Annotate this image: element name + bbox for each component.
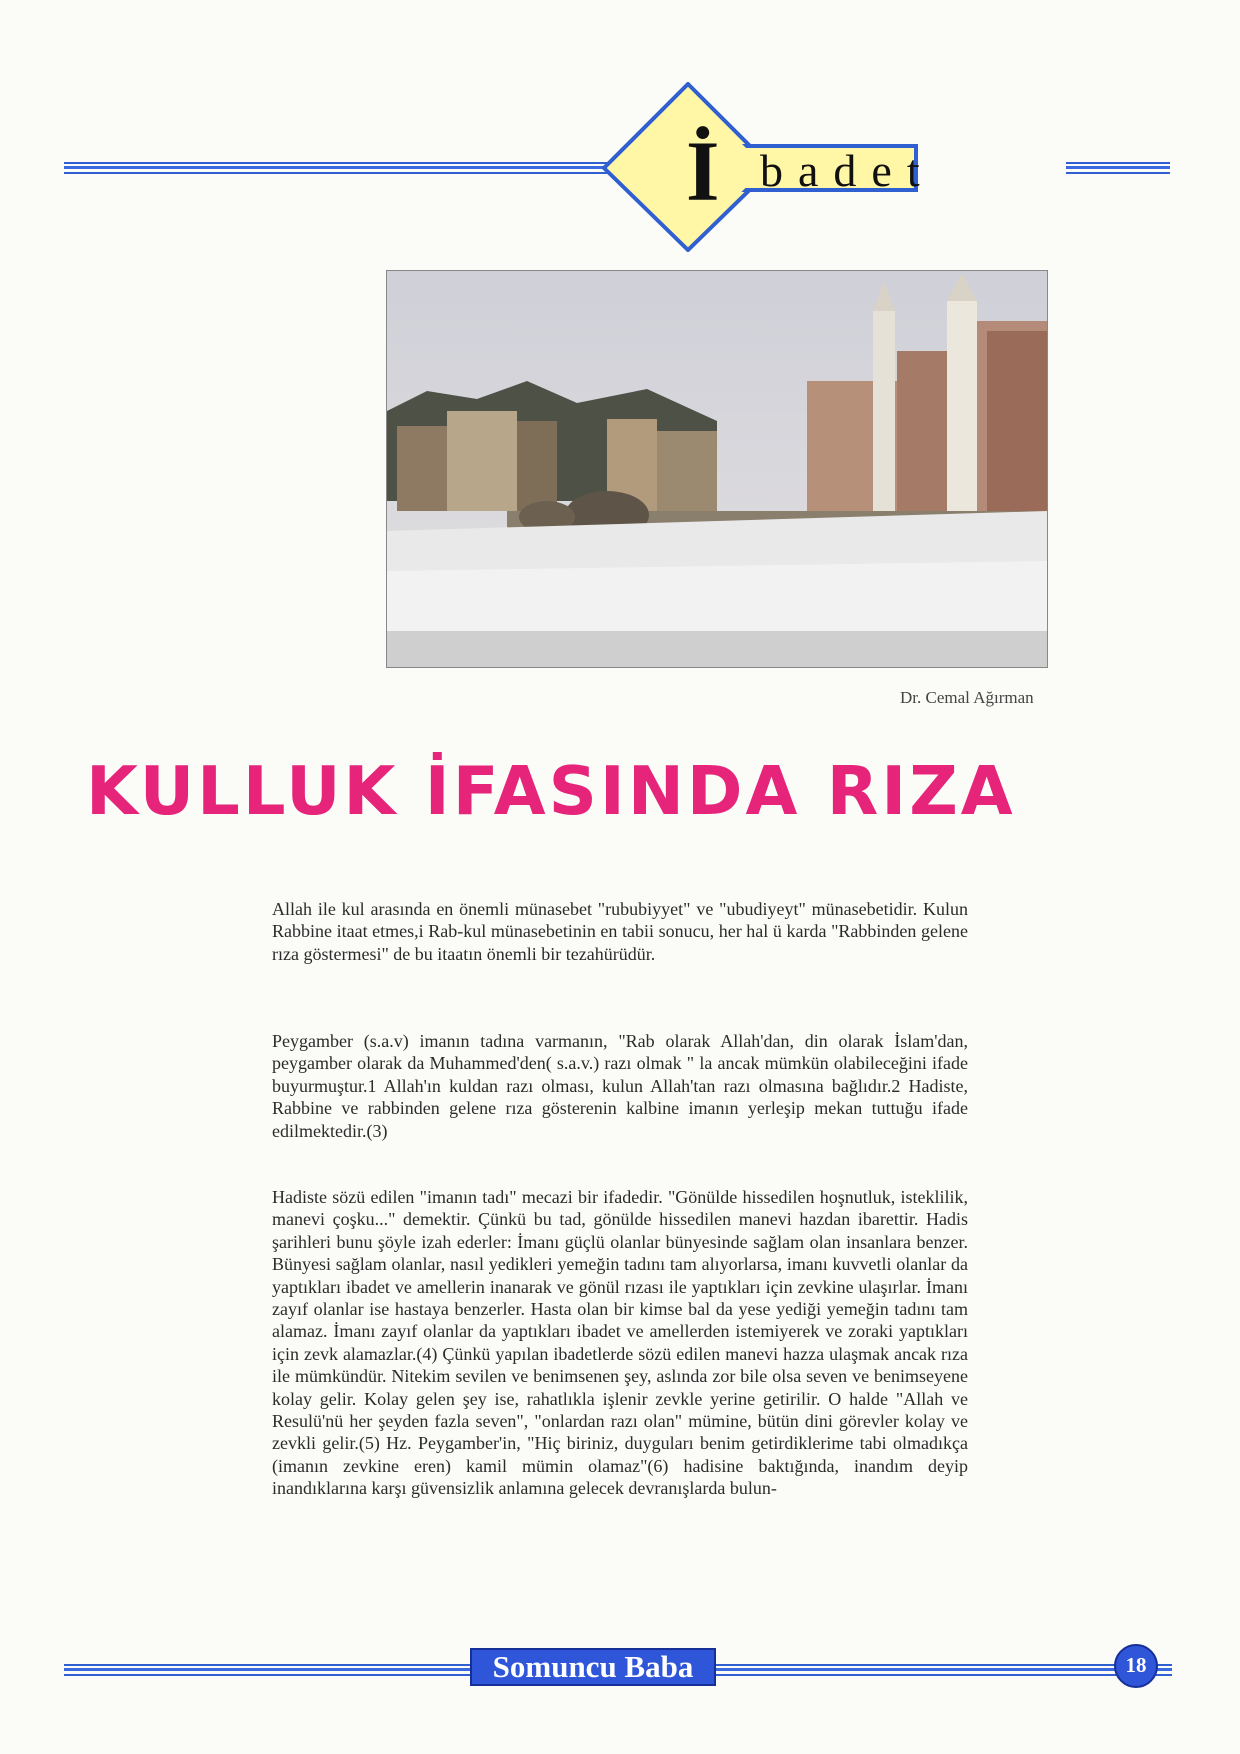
magazine-name: Somuncu Baba	[492, 1649, 694, 1684]
header-rule-right	[1066, 162, 1170, 174]
section-label: badet	[760, 145, 935, 196]
kaaba-photo	[386, 270, 1048, 668]
footer-rule-end	[1156, 1664, 1172, 1676]
header-rule-left	[64, 162, 624, 174]
author-name: Dr. Cemal Ağırman	[900, 688, 1034, 707]
article-title: KULLUK İFASINDA RIZA	[86, 752, 1016, 830]
paragraph-1: Allah ile kul arasında en önemli münasebet "rububiyyet" ve "ubudiyeyt" münasebetidir. Kulun Rabbine itaat etmes,i Rab-kul münasebetinin en tabii sonucu, her hal ü karda "Rabbinden gelene rıza göstermesi" de bu itaatın önemli bir tezahürüdür.	[272, 899, 968, 964]
paragraph-2: Peygamber (s.a.v) imanın tadına varmanın, "Rab olarak Allah'dan, din olarak İslam'dan, peygamber olarak da Muhammed'den( s.a.v.) razı olmak " la ancak mümkün olabileceğini ifade buyurmuştur.1 Allah'ın kuldan razı olması, kulun Allah'tan razı olmasına bağlıdır.2 Hadiste, Rabbine ve rabbinden gelene rıza gösterenin kalbine imanın yerleşip mekan tuttuğu ifade edilmektedir.(3)	[272, 1031, 968, 1141]
section-initial: İ	[686, 123, 720, 219]
page-number: 18	[1125, 1653, 1147, 1677]
paragraph-3: Hadiste sözü edilen "imanın tadı" mecazi bir ifadedir. "Gönülde hissedilen hoşnutluk, isteklilik, manevi çoşku..." demektir. Çünkü bu tad, gönülde hissedilen manevi hazdan ibarettir. Hadis şarihleri bunu şöyle izah ederler: İmanı güçlü olanlar bünyesinde sağlam olan insanlara benzer. Bünyesi sağlam olanlar, nasıl yedikleri yemeğin tadını tam alıyorlarsa, imanı kuvvetli olanlar da yaptıkları ibadet ve amellerin inanarak ve gönül rızası ile yaptıkları için zevkine ulaşırlar. İmanı zayıf olanlar ise hastaya benzerler. Hasta olan bir kimse bal da yese yediği yemeğin tadını tam alamaz. İmanı zayıf olanlar da yaptıkları ibadet ve amellerden istemiyerek ve zoraki yaptıkları için zevk alamazlar.(4) Çünkü yapılan ibadetlerde sözü edilen manevi hazza ulaşmak ancak rıza ile mümkündür. Nitekim sevilen ve benimsenen şey, aslında zor bile olsa seven ve benimseyene kolay gelir. Kolay gelen şey ise, rahatlıkla işlenir zevkle yerine getirilir. O halde "Allah ve Resulü'nü her şeyden fazla seven", "onlardan razı olan" mümine, bütün dini görevler kolay ve zevkli gelir.(5) Hz. Peygamber'in, "Hiç biriniz, duyguları benim getirdiklerime tabi olmadıkça (imanın zevkine eren) kamil mümin olamaz"(6) hadisine baktığında, inandım deyip inandıklarına karşı güvensizlik anlamına gelecek devranışlarda bulun-	[272, 1187, 968, 1499]
footer-rule-left	[64, 1664, 474, 1676]
footer-rule-right	[714, 1664, 1116, 1676]
